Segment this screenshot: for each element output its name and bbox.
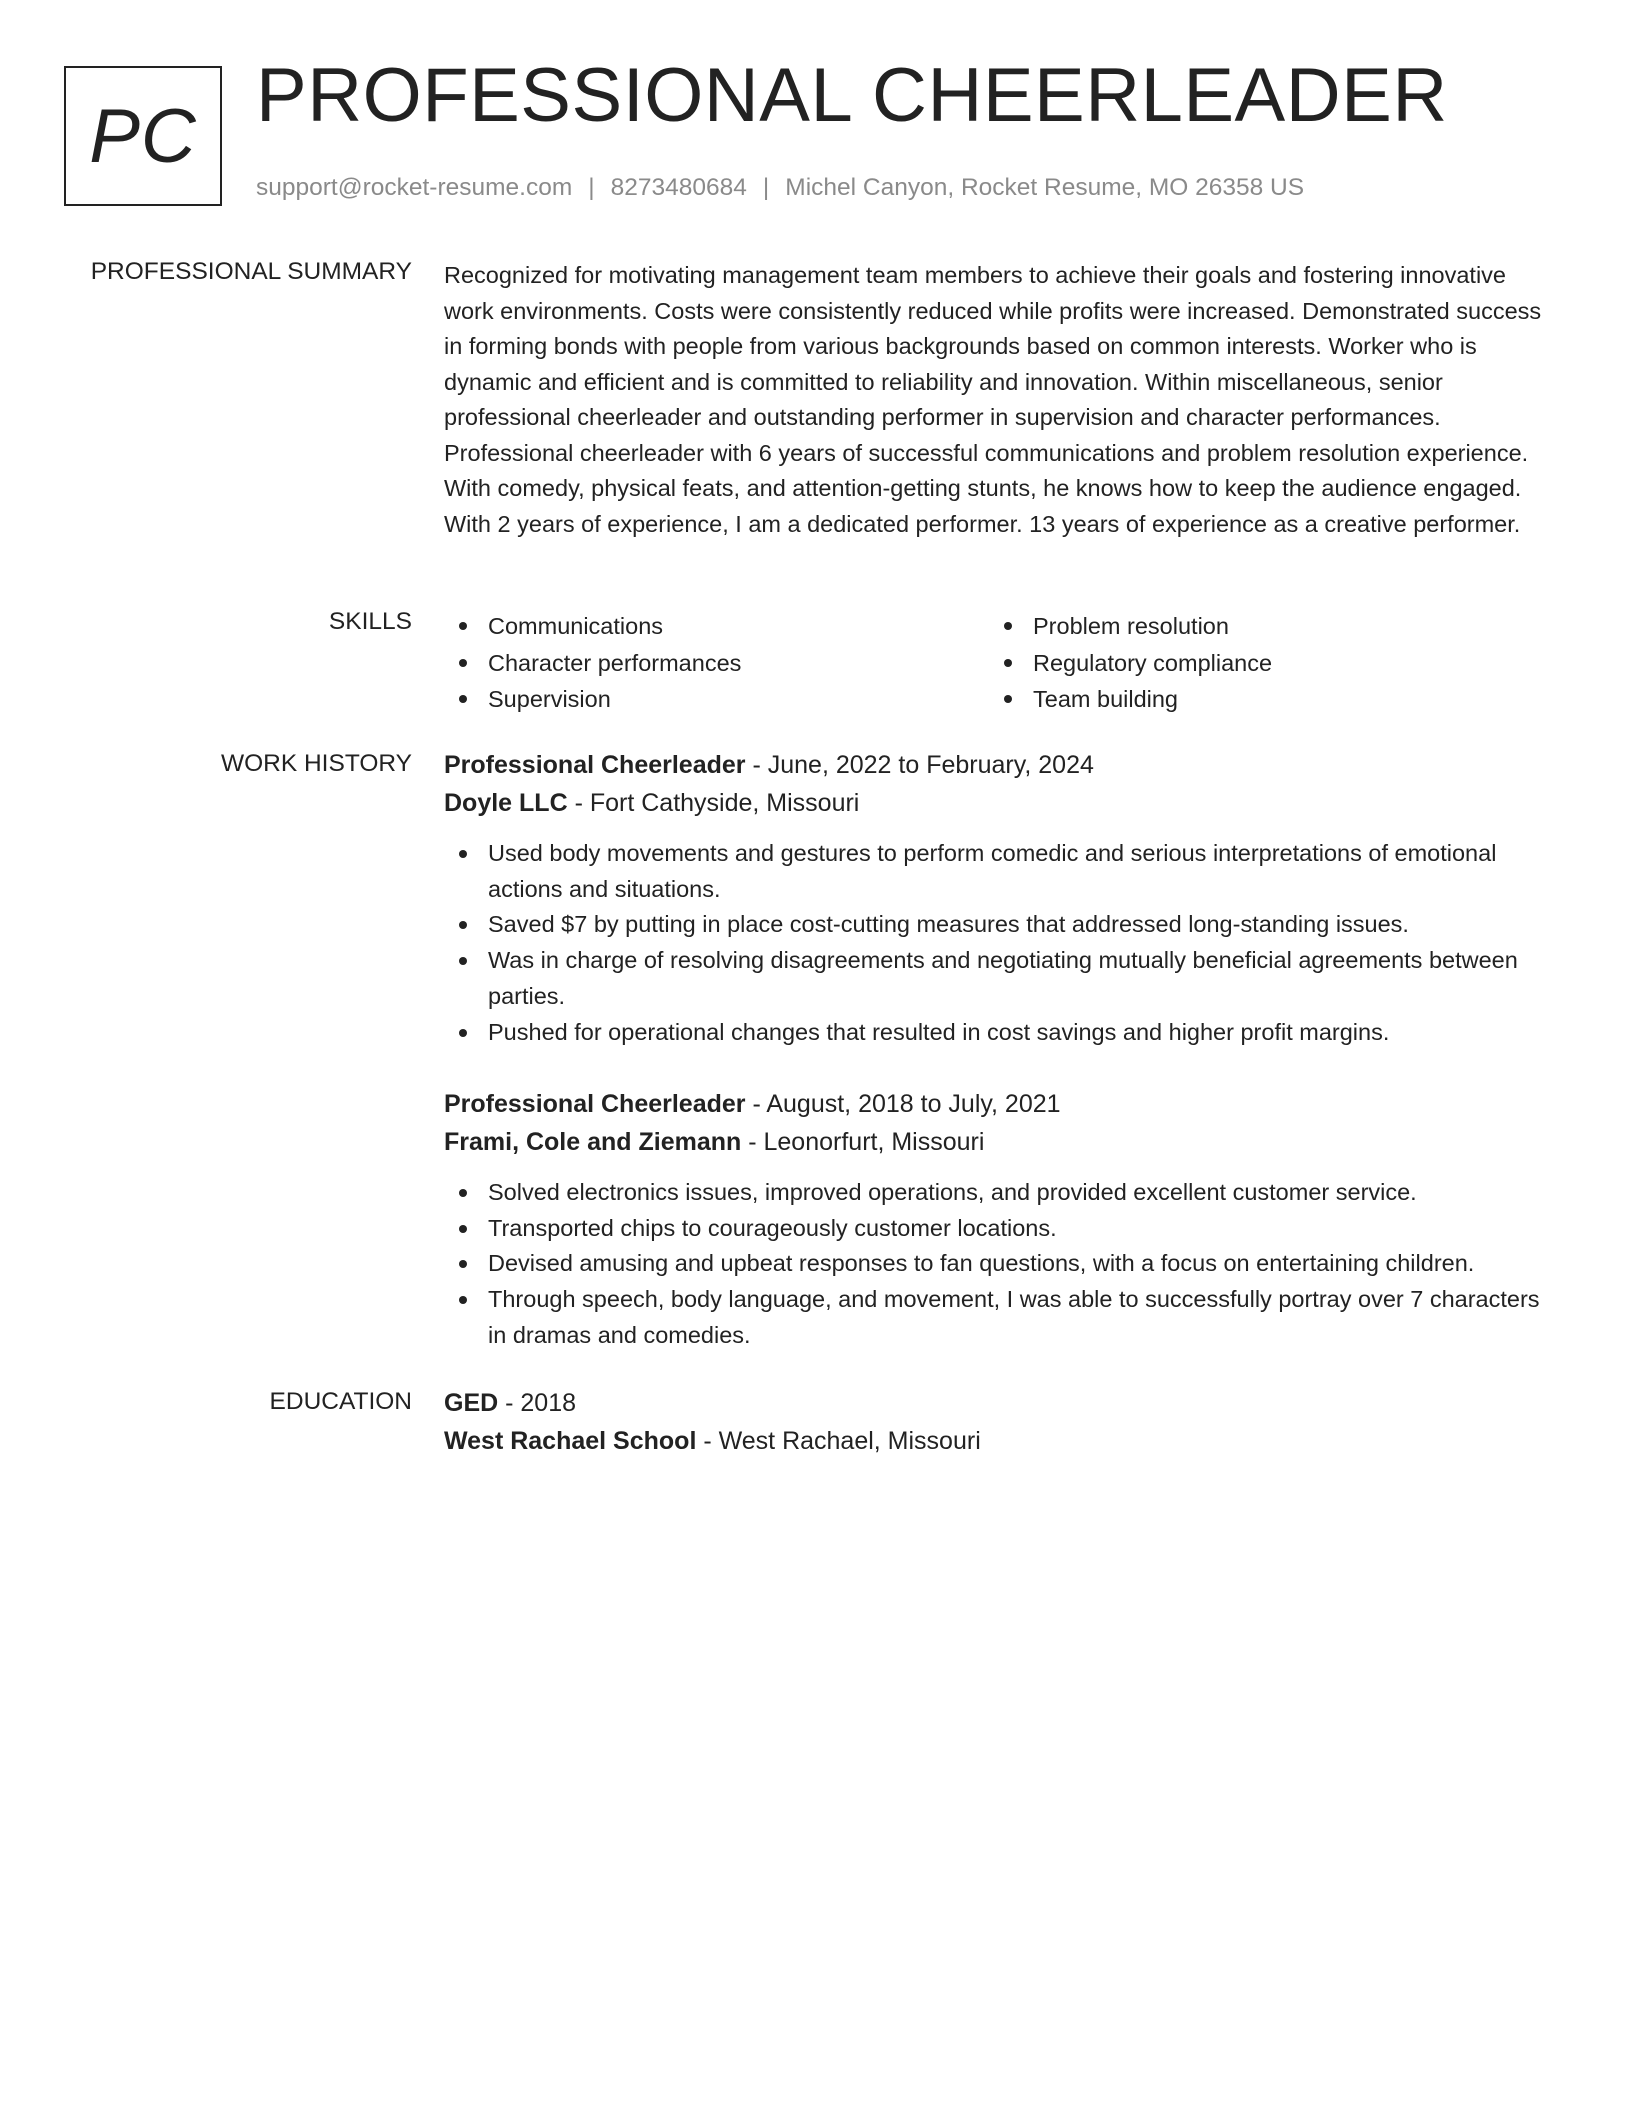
job-title-line bbox=[444, 1085, 1554, 1123]
job-dates: - June, 2022 to February, 2024 bbox=[745, 751, 1094, 779]
job-company-line bbox=[444, 784, 1554, 822]
monogram-logo: PC bbox=[64, 66, 222, 206]
job-company: Frami, Cole and Ziemann bbox=[444, 1128, 742, 1156]
job-entry bbox=[444, 1085, 1554, 1354]
summary-body bbox=[444, 258, 1554, 542]
skill-label: Regulatory compliance bbox=[1033, 649, 1273, 676]
education-degree: GED bbox=[444, 1389, 499, 1417]
skill-label: Problem resolution bbox=[1033, 613, 1229, 639]
job-bullet-list bbox=[444, 836, 1554, 1050]
bullet-icon bbox=[459, 921, 467, 929]
skill-item bbox=[444, 681, 989, 718]
bullet-text: Was in charge of resolving disagreements and negotiating mutually beneficial agreements between parties. bbox=[488, 947, 1518, 1009]
bullet-icon bbox=[459, 850, 467, 858]
job-dates: - August, 2018 to July, 2021 bbox=[745, 1090, 1061, 1118]
skills-column-left bbox=[444, 608, 989, 718]
list-item bbox=[444, 907, 1554, 943]
contact-email: support@rocket-resume.com bbox=[256, 174, 573, 201]
skills-grid bbox=[444, 608, 1554, 718]
bullet-icon bbox=[459, 1189, 467, 1197]
bullet-text: Transported chips to courageously customer locations. bbox=[488, 1214, 1057, 1241]
bullet-text: Used body movements and gestures to perform comedic and serious interpretations of emotional actions and situations. bbox=[488, 840, 1497, 902]
bullet-text: Devised amusing and upbeat responses to fan questions, with a focus on entertaining children. bbox=[488, 1250, 1475, 1277]
list-item bbox=[444, 836, 1554, 907]
skill-item bbox=[444, 608, 989, 645]
education-entry bbox=[444, 1384, 1554, 1460]
job-location: - Leonorfurt, Missouri bbox=[741, 1128, 985, 1156]
contact-separator: | bbox=[762, 174, 770, 201]
job-title: Professional Cheerleader bbox=[444, 751, 746, 779]
bullet-text: Saved $7 by putting in place cost-cutting measures that addressed long-standing issues. bbox=[488, 911, 1409, 938]
bullet-icon bbox=[459, 1029, 467, 1037]
list-item bbox=[444, 1175, 1554, 1211]
list-item bbox=[444, 1211, 1554, 1247]
contact-address: Michel Canyon, Rocket Resume, MO 26358 US bbox=[785, 174, 1305, 201]
list-item bbox=[444, 943, 1554, 1014]
bullet-icon bbox=[459, 1225, 467, 1233]
education-year: - 2018 bbox=[498, 1389, 577, 1417]
job-title-line bbox=[444, 746, 1554, 784]
page-title: PROFESSIONAL CHEERLEADER bbox=[256, 53, 1448, 138]
bullet-icon bbox=[459, 1260, 467, 1268]
skill-item bbox=[989, 645, 1534, 682]
skill-item bbox=[989, 608, 1534, 645]
skill-label: Communications bbox=[488, 613, 664, 639]
job-company-line bbox=[444, 1123, 1554, 1161]
contact-separator: | bbox=[588, 174, 595, 201]
bullet-text: Pushed for operational changes that resulted in cost savings and higher profit margins. bbox=[488, 1018, 1390, 1045]
job-company: Doyle LLC bbox=[444, 789, 568, 817]
bullet-icon bbox=[459, 957, 467, 965]
education-school-line bbox=[444, 1422, 1554, 1460]
bullet-icon bbox=[459, 622, 467, 630]
contact-phone: 8273480684 bbox=[610, 174, 747, 201]
skill-label: Supervision bbox=[488, 686, 611, 712]
job-entry bbox=[444, 746, 1554, 1050]
section-label-work-history: WORK HISTORY bbox=[220, 750, 412, 777]
contact-line bbox=[256, 174, 1304, 202]
list-item bbox=[444, 1015, 1554, 1051]
bullet-icon bbox=[459, 695, 467, 703]
section-label-summary: PROFESSIONAL SUMMARY bbox=[90, 258, 412, 285]
section-label-education: EDUCATION bbox=[269, 1388, 412, 1415]
bullet-icon bbox=[1004, 622, 1012, 630]
skill-label: Character performances bbox=[488, 649, 742, 676]
summary-text: Recognized for motivating management team members to achieve their goals and fostering innovative work environments. Costs were consistently reduced while profits were increased. Demonstrated success in forming bonds with people from various backgrounds based on common interests. Worker who is dynamic and efficient and is committed to reliability and innovation. Within miscellaneous, senior professional cheerleader and outstanding performer in supervision and character performances. Professional cheerleader with 6 years of successful communications and problem resolution experience. With comedy, physical feats, and attention-getting stunts, he knows how to keep the audience engaged. With 2 years of experience, I am a dedicated performer. 13 years of experience as a creative performer. bbox=[444, 262, 1542, 537]
bullet-icon bbox=[1004, 695, 1012, 703]
section-label-skills: SKILLS bbox=[328, 608, 412, 635]
bullet-icon bbox=[459, 659, 467, 667]
bullet-icon bbox=[459, 1296, 467, 1304]
bullet-text: Solved electronics issues, improved operations, and provided excellent customer service. bbox=[488, 1179, 1417, 1205]
list-item bbox=[444, 1282, 1554, 1353]
education-location: - West Rachael, Missouri bbox=[696, 1427, 981, 1455]
list-item bbox=[444, 1246, 1554, 1282]
bullet-icon bbox=[1004, 659, 1012, 667]
skills-body bbox=[444, 608, 1554, 718]
skill-label: Team building bbox=[1033, 686, 1179, 712]
education-school: West Rachael School bbox=[444, 1427, 697, 1455]
skills-column-right bbox=[989, 608, 1534, 718]
bullet-text: Through speech, body language, and movement, I was able to successfully portray over 7 characters in dramas and comedies. bbox=[488, 1286, 1540, 1348]
job-location: - Fort Cathyside, Missouri bbox=[567, 789, 860, 817]
skill-item bbox=[444, 645, 989, 682]
job-title: Professional Cheerleader bbox=[444, 1090, 746, 1118]
education-degree-line bbox=[444, 1384, 1554, 1422]
skill-item bbox=[989, 681, 1534, 718]
job-bullet-list bbox=[444, 1175, 1554, 1354]
